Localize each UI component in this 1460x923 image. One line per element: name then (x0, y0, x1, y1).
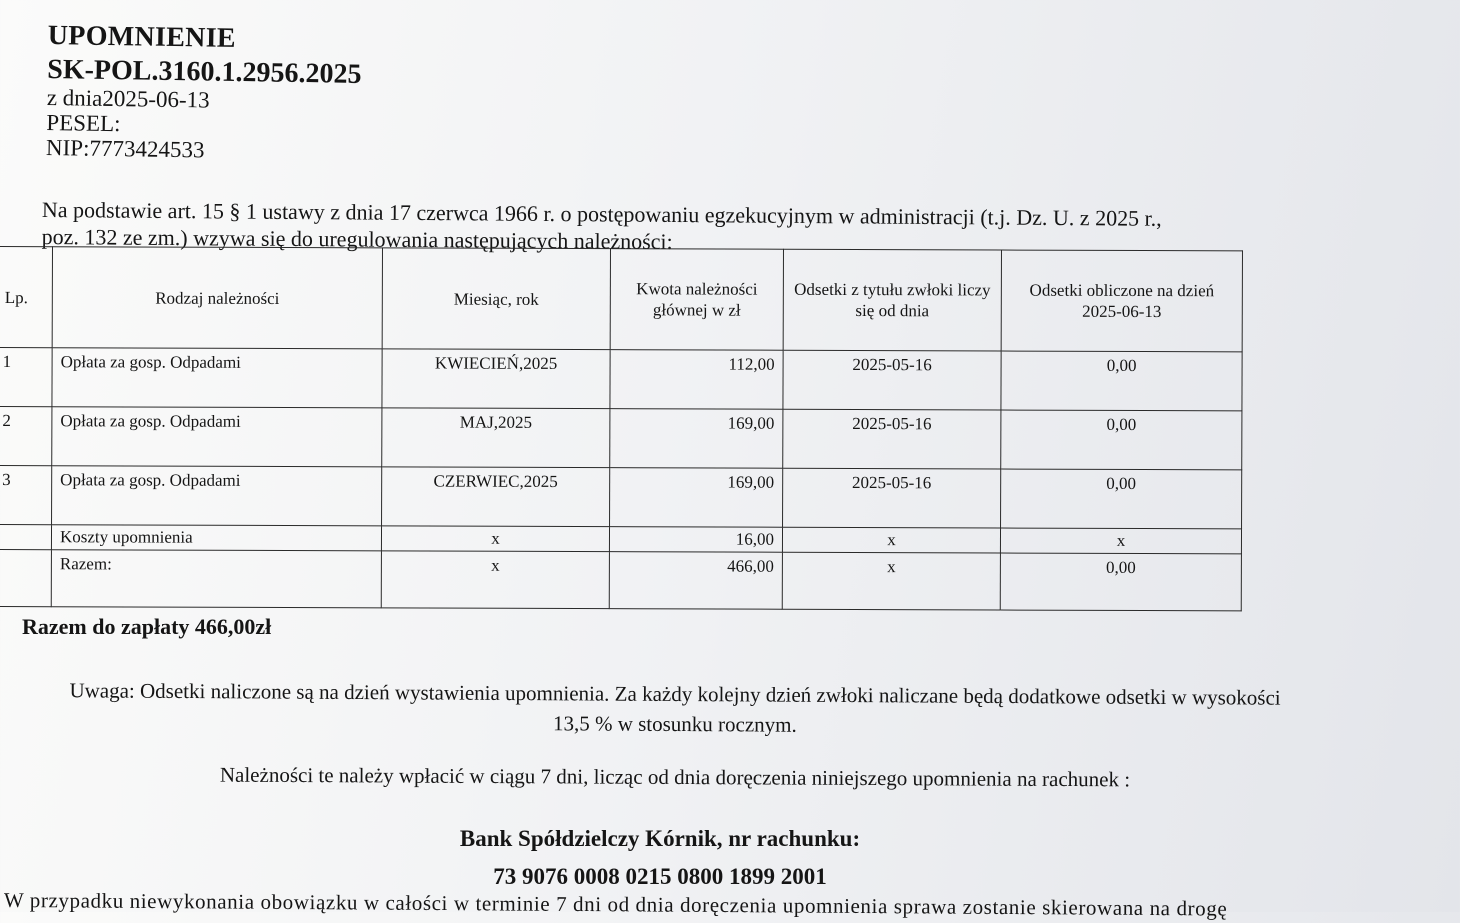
row-interest: 0,00 (1001, 351, 1242, 411)
row-month: CZERWIEC,2025 (382, 467, 610, 527)
costs-interest-from: x (782, 527, 1000, 553)
total-row (0, 549, 1241, 610)
nip-field: NIP:7773424533 (45, 134, 205, 163)
table-row (0, 466, 1242, 529)
row-interest: 0,00 (1001, 410, 1242, 470)
row-interest-from: 2025-05-16 (783, 350, 1001, 410)
header-type: Rodzaj należności (52, 247, 382, 349)
costs-lp (0, 525, 52, 550)
row-type: Opłata za gosp. Odpadami (52, 407, 382, 467)
header-interest-from: Odsetki z tytułu zwłoki liczy się od dnia (783, 249, 1001, 351)
claims-table (0, 246, 1243, 611)
amount-due-total: Razem do zapłaty 466,00zł (22, 614, 272, 639)
costs-label: Koszty upomnienia (51, 525, 381, 551)
header-month: Miesiąc, rok (382, 248, 610, 350)
costs-amount: 16,00 (609, 527, 782, 553)
total-amount: 466,00 (609, 552, 782, 610)
payment-deadline: Należności te należy wpłacić w ciągu 7 dni, licząc od dnia doręczenia niniejszego upomnienia na rachunek : (219, 762, 1131, 792)
interest-note-line-1: Uwaga: Odsetki naliczone są na dzień wystawienia upomnienia. Za każdy kolejny dzień zwłoki naliczane będą dodatkowe odsetki w wysokości (69, 678, 1281, 710)
row-amount: 169,00 (610, 409, 783, 469)
total-interest: 0,00 (1000, 553, 1241, 611)
case-signature: SK-POL.3160.1.2956.2025 (47, 53, 362, 90)
pesel-field: PESEL: (46, 109, 121, 137)
row-month: MAJ,2025 (382, 408, 610, 468)
row-type: Opłata za gosp. Odpadami (52, 466, 382, 526)
document-title: UPOMNIENIE (47, 20, 237, 54)
total-interest-from: x (782, 552, 1000, 610)
header-lp: Lp. (0, 247, 52, 348)
document-header (46, 22, 362, 164)
row-lp: 3 (0, 466, 52, 525)
interest-note-line-2: 13,5 % w stosunku rocznym. (552, 711, 797, 737)
issue-date: z dnia2025-06-13 (46, 84, 210, 113)
row-month: KWIECIEŃ,2025 (382, 349, 610, 409)
header-amount: Kwota należności głównej w zł (610, 249, 783, 351)
total-lp (0, 549, 51, 606)
enforcement-warning: W przypadku niewykonania obowiązku w całości w terminie 7 dni od dnia doręczenia upomnienia sprawa zostanie skierowana na drogę (3, 888, 1228, 921)
header-interest-calc-label: Odsetki obliczone na dzień (1029, 280, 1215, 301)
row-lp: 2 (0, 407, 52, 466)
row-type: Opłata za gosp. Odpadami (52, 348, 382, 408)
costs-interest: x (1000, 528, 1241, 554)
interest-note (20, 675, 1330, 743)
legal-basis-line-2: poz. 132 ze zm.) wzywa się do uregulowania następujących należności: (41, 223, 673, 254)
table-row (0, 407, 1242, 470)
total-month: x (381, 551, 609, 609)
row-amount: 112,00 (610, 350, 783, 410)
table-row (0, 348, 1242, 411)
header-interest-calc (1001, 250, 1242, 352)
bank-name: Bank Spółdzielczy Kórnik, nr rachunku: (459, 826, 861, 851)
row-interest-from: 2025-05-16 (783, 409, 1001, 469)
table-header-row (0, 247, 1242, 352)
bank-details (300, 820, 1020, 896)
row-interest-from: 2025-05-16 (783, 468, 1001, 528)
legal-basis-line-1: Na podstawie art. 15 § 1 ustawy z dnia 17 czerwca 1966 r. o postępowaniu egzekucyjnym w administracji (t.j. Dz. U. z 2025 r., (41, 196, 1162, 231)
costs-month: x (381, 526, 609, 552)
row-amount: 169,00 (610, 468, 783, 528)
total-label: Razem: (51, 550, 381, 608)
row-interest: 0,00 (1001, 469, 1242, 529)
bank-account-number: 73 9076 0008 0215 0800 1899 2001 (493, 864, 827, 889)
header-interest-calc-date: 2025-06-13 (1082, 301, 1162, 322)
row-lp: 1 (0, 348, 52, 407)
